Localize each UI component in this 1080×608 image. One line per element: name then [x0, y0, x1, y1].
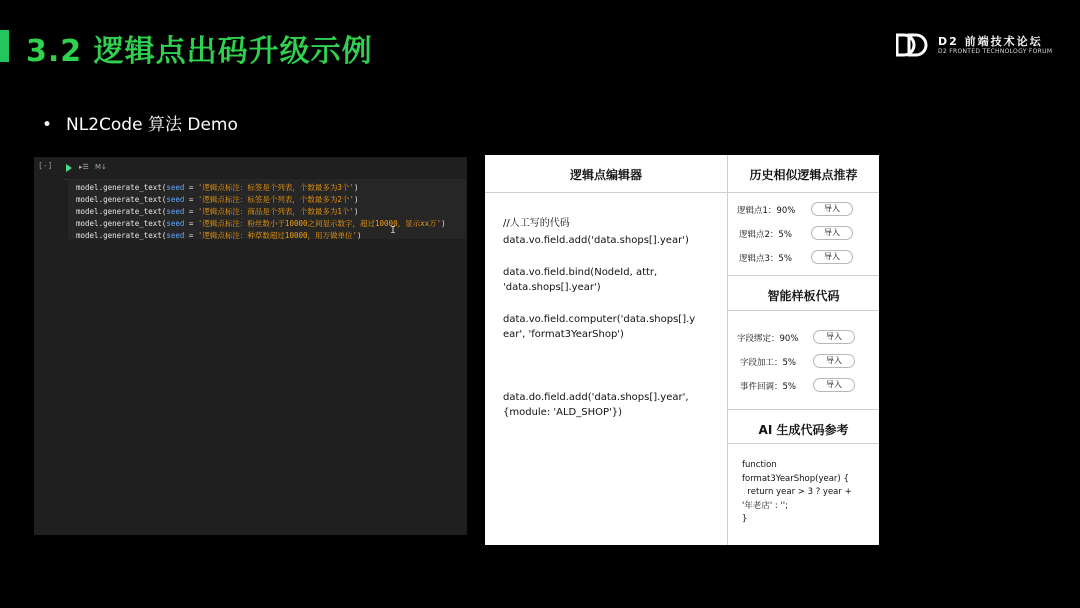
- editor-code-line: 'data.shops[].year'): [503, 282, 601, 293]
- title-accent-bar: [0, 30, 9, 62]
- column-divider: [727, 155, 728, 545]
- brand: [896, 33, 1066, 59]
- editor-code-line: data.vo.field.computer('data.shops[].y: [503, 314, 696, 325]
- history-item-label: 逻辑点2：5%: [739, 230, 792, 240]
- text-cursor-icon: I: [390, 225, 397, 236]
- history-item-label: 逻辑点3：5%: [739, 254, 792, 264]
- bullet-marker: •: [42, 115, 53, 135]
- header-divider: [485, 192, 879, 193]
- import-button[interactable]: 导入: [813, 378, 855, 392]
- history-title: 历史相似逻辑点推荐: [749, 168, 858, 182]
- bullet-item: [42, 110, 238, 135]
- brand-subtitle: D2 FRONTED TECHNOLOGY FORUM: [938, 48, 1053, 55]
- import-button[interactable]: 导入: [811, 250, 853, 264]
- play-icon[interactable]: [66, 164, 72, 172]
- code-line: model.generate_text(seed = '逻辑点标注：标签是个列表，个数最多为3个'): [76, 183, 359, 192]
- section-divider: [728, 409, 879, 410]
- run-below-icon[interactable]: ▸☰: [79, 163, 89, 171]
- editor-comment: //人工写的代码: [503, 218, 570, 229]
- code-line: model.generate_text(seed = '逻辑点标注：标签是个列表，个数最多为2个'): [76, 195, 359, 204]
- code-line: model.generate_text(seed = '逻辑点标注：粉丝数小于10000之间显示数字，超过10000，显示xx万'): [76, 219, 446, 228]
- logic-editor-panel: [485, 155, 879, 545]
- import-button[interactable]: 导入: [811, 202, 853, 216]
- d2-logo-icon: [896, 33, 930, 57]
- notebook-cell[interactable]: [34, 157, 467, 535]
- editor-title: 逻辑点编辑器: [569, 168, 642, 182]
- editor-code-line: data.do.field.add('data.shops[].year',: [503, 392, 689, 403]
- ai-code-line: format3YearShop(year) {: [742, 473, 849, 484]
- section-divider: [728, 310, 879, 311]
- ai-code-block: [742, 459, 852, 527]
- slide-title: 3.2 逻辑点出码升级示例: [26, 34, 373, 69]
- template-item-label: 字段加工：5%: [740, 358, 796, 368]
- brand-name: D2 前端技术论坛: [938, 35, 1043, 48]
- ai-title: AI 生成代码参考: [758, 423, 849, 437]
- cell-execution-prompt: [-]: [38, 161, 53, 170]
- section-divider: [728, 443, 879, 444]
- bullet-text: NL2Code 算法 Demo: [66, 115, 238, 135]
- ai-code-line: }: [742, 514, 748, 524]
- editor-code-line: data.vo.field.add('data.shops[].year'): [503, 235, 689, 246]
- cell-toolbar: [64, 159, 466, 180]
- template-item-label: 事件回调：5%: [740, 382, 796, 392]
- templates-title: 智能样板代码: [767, 289, 840, 303]
- code-line: model.generate_text(seed = '逻辑点标注：种草数超过10000，用万做单位'): [76, 231, 362, 240]
- template-item-label: 字段绑定：90%: [737, 334, 799, 344]
- editor-code-line: ear', 'format3YearShop'): [503, 329, 624, 340]
- editor-code-line: data.vo.field.bind(NodeId, attr,: [503, 267, 658, 278]
- import-button[interactable]: 导入: [813, 354, 855, 368]
- section-divider: [728, 275, 879, 276]
- code-line: model.generate_text(seed = '逻辑点标注：商品是个列表，个数最多为1个'): [76, 207, 359, 216]
- ai-code-line: return year > 3 ? year +: [742, 487, 852, 497]
- ai-code-line: function: [742, 460, 777, 470]
- ai-code-line: '年老店' : '';: [742, 500, 788, 511]
- import-button[interactable]: 导入: [813, 330, 855, 344]
- import-button[interactable]: 导入: [811, 226, 853, 240]
- markdown-icon[interactable]: M↓: [95, 163, 107, 171]
- history-item-label: 逻辑点1：90%: [737, 206, 796, 216]
- code-editor[interactable]: [68, 179, 466, 239]
- editor-code-line: {module: 'ALD_SHOP'}): [503, 407, 623, 418]
